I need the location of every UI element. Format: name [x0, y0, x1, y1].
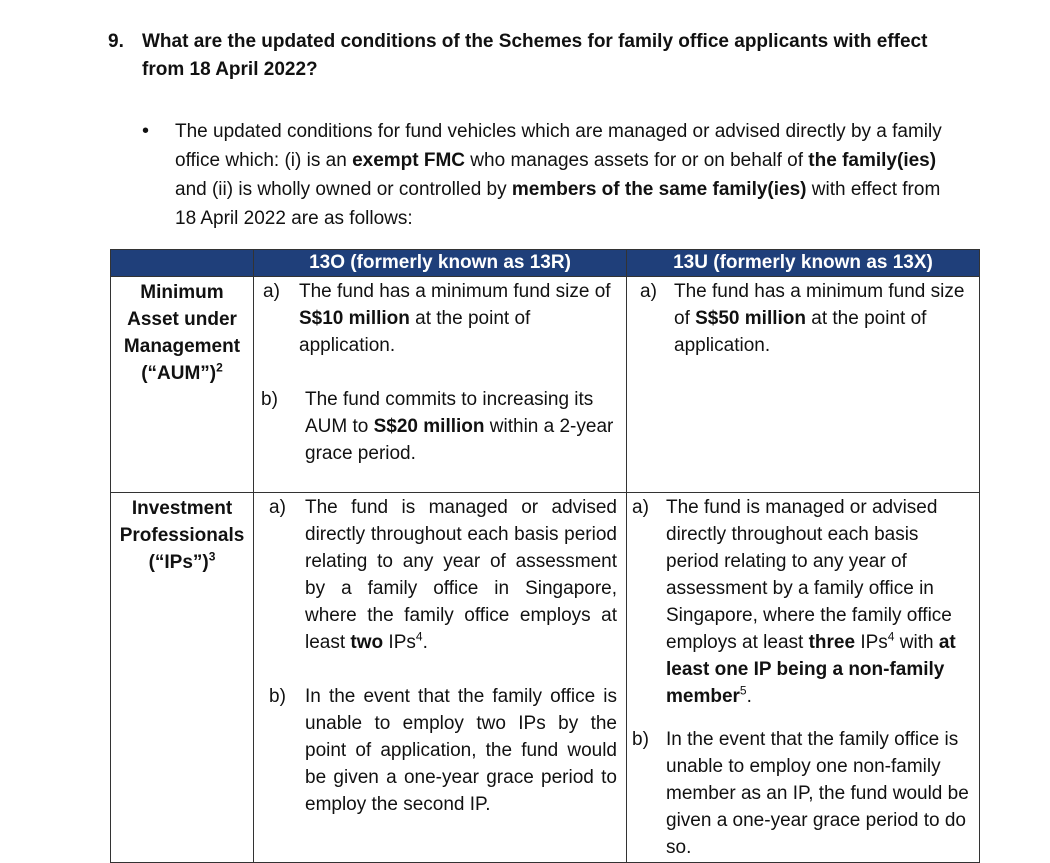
list-item: a) The fund is managed or advised directly throughout each basis period relating to any year of assessment by a family office in Singapore, where the family office employs at least three IPs$^4$ with at least one IP being a non-family member$^5$. — [632, 497, 956, 707]
list-item: a) The fund has a minimum fund size of S$50 million at the point of application. — [640, 281, 965, 356]
ip-13o-cell — [254, 493, 627, 863]
intro-bullet — [142, 117, 957, 233]
question-number: 9. — [108, 31, 124, 52]
list-item: b) The fund commits to increasing its AUM to S$20 million within a 2-year grace period. — [261, 389, 614, 464]
header-blank — [111, 250, 254, 277]
table-row-aum — [111, 277, 980, 493]
criterion-aum: Minimum Asset under Management (“AUM”)$^2$ — [111, 277, 254, 493]
list-item: b) In the event that the family office is unable to employ one non-family member as an IP, the fund would be given a one-year grace period to do so. — [632, 729, 969, 858]
criterion-ip: Investment Professionals (“IPs”)$^3$ — [111, 493, 254, 863]
list-item: b) In the event that the family office is unable to employ two IPs by the point of application, the fund would be given a one-year grace period to employ the second IP. — [269, 686, 617, 815]
bullet-icon: • — [142, 120, 150, 142]
header-13u: 13U (formerly known as 13X) — [627, 250, 980, 277]
question-heading — [108, 28, 968, 84]
header-13o: 13O (formerly known as 13R) — [254, 250, 627, 277]
table-header-row — [111, 250, 980, 277]
conditions-table — [110, 249, 980, 863]
intro-text: The updated conditions for fund vehicles which are managed or advised directly by a family office which: (i) is an exempt FMC who manages assets for or on behalf of the family(ies) and (ii) is wholly owned or controlled by members of the same family(ies) with effect from 18 April 2022 are as follows: — [175, 121, 942, 229]
table-row-ip — [111, 493, 980, 863]
list-item: a) The fund has a minimum fund size of S$10 million at the point of application. — [263, 281, 611, 356]
list-item: a) The fund is managed or advised directly throughout each basis period relating to any year of assessment by a family office in Singapore, where the family office employs at least two IPs$^4$. — [269, 497, 617, 653]
question-text: What are the updated conditions of the Schemes for family office applicants with effect from 18 April 2022? — [142, 31, 928, 80]
ip-13u-cell — [627, 493, 980, 863]
aum-13o-cell — [254, 277, 627, 493]
aum-13u-cell — [627, 277, 980, 493]
